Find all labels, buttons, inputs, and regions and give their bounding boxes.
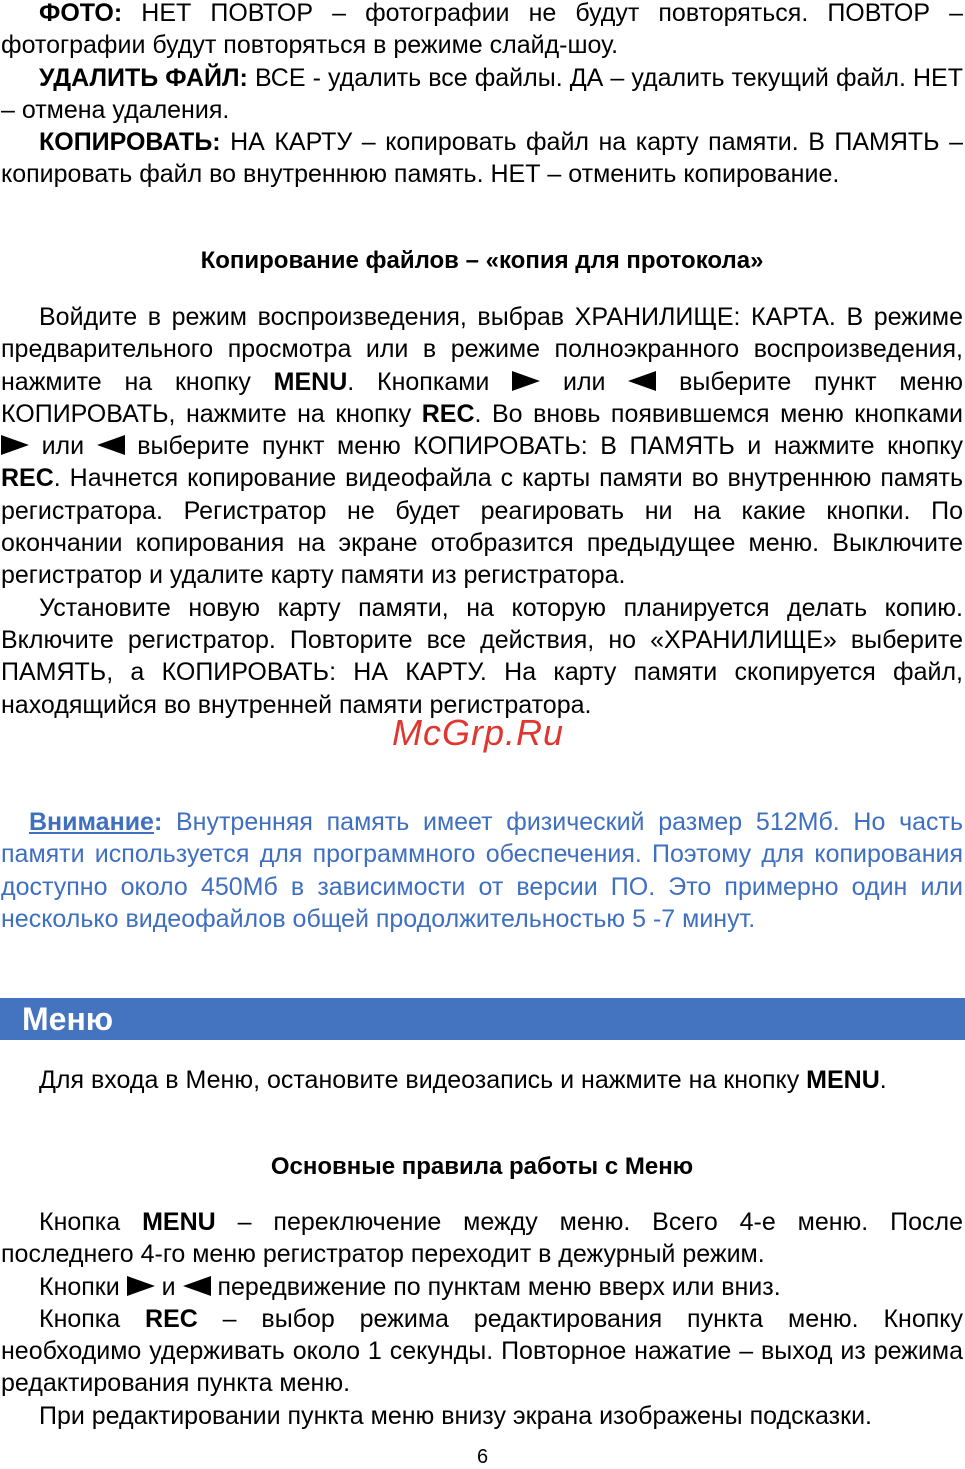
left-arrow-icon <box>183 1276 211 1296</box>
paragraph-menu-button: Кнопка MENU – переключение между меню. Всего 4-е меню. После последнего 4-го меню регистратор переходит в дежурный режим. <box>1 1208 964 1269</box>
menu-rules <box>1 1206 963 1432</box>
left-arrow-icon <box>97 435 125 455</box>
paragraph-hints: При редактировании пункта меню внизу экрана изображены подсказки. <box>39 1401 872 1430</box>
paragraph-rec-button: Кнопка REC – выбор режима редактирования пункта меню. Кнопку необходимо удерживать около 1 секунды. Повторное нажатие – выход из режима редактирования пункта меню. <box>1 1304 963 1398</box>
heading-copy-files: Копирование файлов – «копия для протокола» <box>200 247 764 274</box>
right-arrow-icon <box>512 371 540 391</box>
section-title: Меню <box>22 1001 114 1037</box>
paragraph-photo: ФОТО: НЕТ ПОВТОР – фотографии не будут повторяться. ПОВТОР – фотографии будут повторяться в режиме слайд-шоу. <box>1 0 963 60</box>
section-header-menu <box>0 998 965 1040</box>
paragraph-delete-file: УДАЛИТЬ ФАЙЛ: ВСЕ - удалить все файлы. ДА – удалить текущий файл. НЕТ – отмена удаления. <box>1 63 963 124</box>
paragraph-arrow-buttons: Кнопки и передвижение по пунктам меню вверх или вниз. <box>39 1272 781 1301</box>
copy-instructions <box>1 301 963 721</box>
watermark: McGrp.Ru <box>392 712 565 753</box>
heading-menu-rules: Основные правила работы с Меню <box>270 1153 694 1180</box>
paragraph-copy: КОПИРОВАТЬ: НА КАРТУ – копировать файл на карту памяти. В ПАМЯТЬ – копировать файл во внутреннюю память. НЕТ – отменить копирование. <box>1 128 963 189</box>
paragraph-menu-enter: Для входа в Меню, остановите видеозапись и нажмите на кнопку MENU. <box>39 1066 887 1094</box>
right-arrow-icon <box>1 435 29 455</box>
right-arrow-icon <box>127 1276 155 1296</box>
left-arrow-icon <box>628 371 656 391</box>
attention-note <box>1 806 963 935</box>
paragraph-new-card: Установите новую карту памяти, на которую планируется делать копию. Включите регистратор. Повторите все действия, но «ХРАНИЛИЩЕ» выберите ПАМЯТЬ, а КОПИРОВАТЬ: НА КАРТУ. На карту памяти скопируется файл, находящийся во внутренней памяти регистратора. <box>1 593 963 719</box>
page-number: 6 <box>476 1446 489 1468</box>
note-text: Внимание: Внутренняя память имеет физический размер 512Мб. Но часть памяти используется для программного обеспечения. Поэтому для копирования доступно около 450Мб в зависимости от версии ПО. Это примерно один или несколько видеофайлов общей продолжительностью 5 -7 минут. <box>1 808 963 933</box>
settings-description <box>1 0 963 191</box>
menu-intro <box>1 1064 963 1096</box>
paragraph-copy-steps: Войдите в режим воспроизведения, выбрав ХРАНИЛИЩЕ: КАРТА. В режиме предварительного просмотра или в режиме полноэкранного воспроизведения, нажмите на кнопку MENU. Кнопками или выберите пункт меню КОПИРОВАТЬ, нажмите на кнопку REC. Во вновь появившемся меню кнопками или выберите пункт меню КОПИРОВАТЬ: В ПАМЯТЬ и нажмите кнопку REC. Начнется копирование видеофайла с карты памяти во внутреннюю память регистратора. Регистратор не будет реагировать ни на какие кнопки. По окончании копирования на экране отобразится предыдущее меню. Выключите регистратор и удалите карту памяти из регистратора. <box>1 303 963 590</box>
